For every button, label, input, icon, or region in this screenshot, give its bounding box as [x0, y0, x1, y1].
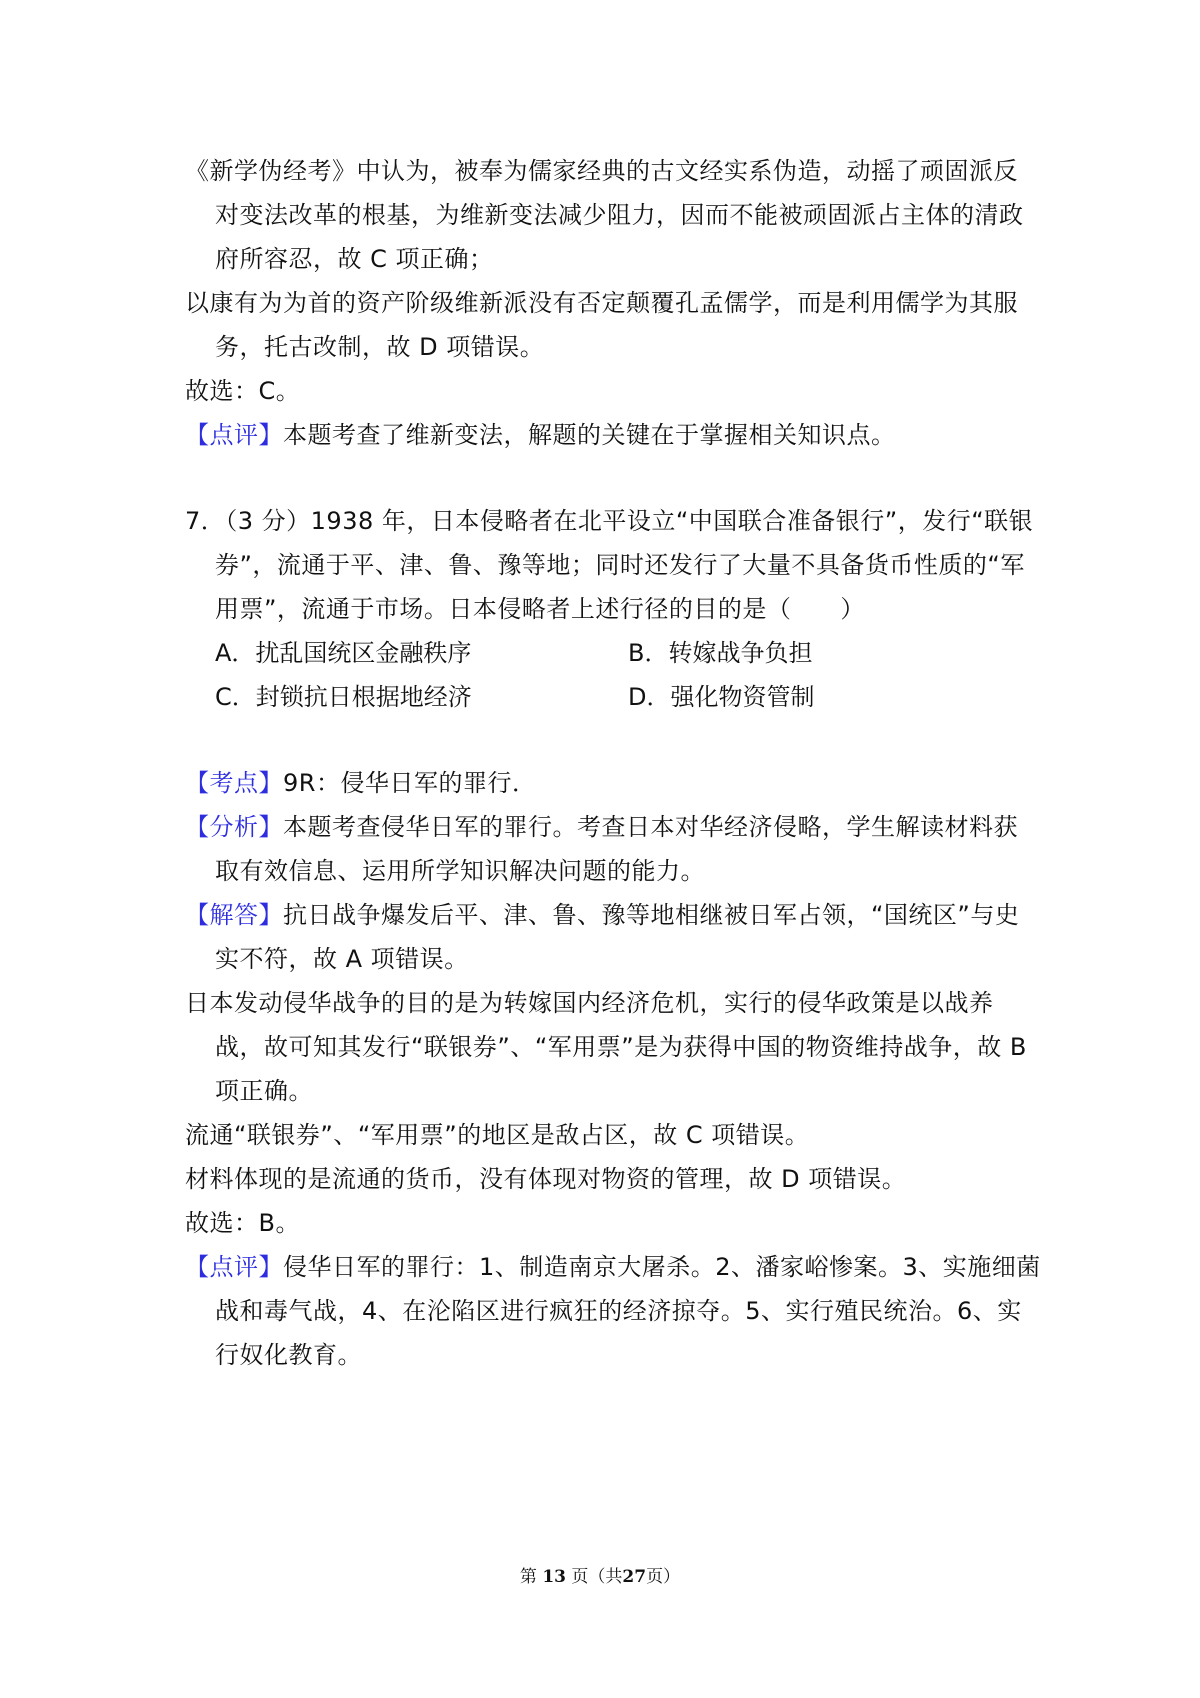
text-line: 项正确。: [215, 1077, 313, 1105]
dianping-cont: 行奴化教育。: [215, 1341, 362, 1369]
option-a: A．扰乱国统区金融秩序: [215, 639, 472, 667]
review-text: 本题考查了维新变法，解题的关键在于掌握相关知识点。: [283, 421, 896, 449]
option-b: B．转嫁战争负担: [628, 639, 813, 667]
option-c: C．封锁抗日根据地经济: [215, 683, 472, 711]
page-footer: [0, 1562, 1200, 1587]
text-line: 对变法改革的根基，为维新变法减少阻力，因而不能被顽固派占主体的清政: [215, 201, 1024, 229]
question-stem: 用票”，流通于市场。日本侵略者上述行径的目的是（ ）: [215, 595, 865, 623]
dianping-tag: 【点评】: [185, 1253, 283, 1281]
text-line: 流通“联银券”、“军用票”的地区是敌占区，故 C 项错误。: [185, 1121, 810, 1149]
answer-line: 故选：B。: [185, 1209, 300, 1237]
option-d: D．强化物资管制: [628, 683, 815, 711]
review-tag: 【点评】: [185, 421, 283, 449]
kaodian-line: [185, 768, 1035, 798]
dianping-text: 侵华日军的罪行：1、制造南京大屠杀。2、潘家峪惨案。3、实施细菌: [283, 1253, 1041, 1281]
footer-prefix: 第: [519, 1567, 537, 1587]
kaodian-text: 9R：侵华日军的罪行．: [283, 769, 537, 797]
footer-middle: 页（共: [571, 1567, 623, 1587]
text-line: 《新学伪经考》中认为，被奉为儒家经典的古文经实系伪造，动摇了顽固派反: [185, 157, 1018, 185]
jieda-tag: 【解答】: [185, 901, 283, 929]
dianping-line: [185, 1252, 1041, 1282]
total-pages: 27: [622, 1567, 647, 1587]
page-number: 13: [542, 1567, 566, 1587]
jieda-text: 抗日战争爆发后平、津、鲁、豫等地相继被日军占领，“国统区”与史: [283, 901, 1020, 929]
text-line: 战，故可知其发行“联银券”、“军用票”是为获得中国的物资维持战争，故 B: [215, 1033, 1027, 1061]
review-line: [185, 420, 1035, 450]
text-line: 以康有为为首的资产阶级维新派没有否定颠覆孔孟儒学，而是利用儒学为其服: [185, 289, 1018, 317]
fenxi-text: 本题考查侵华日军的罪行。考查日本对华经济侵略，学生解读材料获: [283, 813, 1018, 841]
fenxi-line: [185, 812, 1035, 842]
text-line: 材料体现的是流通的货币，没有体现对物资的管理，故 D 项错误。: [185, 1165, 907, 1193]
footer-suffix: 页）: [646, 1567, 681, 1587]
jieda-line: [185, 900, 1035, 930]
fenxi-tag: 【分析】: [185, 813, 283, 841]
dianping-cont: 战和毒气战，4、在沦陷区进行疯狂的经济掠夺。5、实行殖民统治。6、实: [215, 1297, 1022, 1325]
jieda-cont: 实不符，故 A 项错误。: [215, 945, 469, 973]
text-line: 务，托古改制，故 D 项错误。: [215, 333, 545, 361]
question-stem: 7．（3 分）1938 年，日本侵略者在北平设立“中国联合准备银行”，发行“联银: [185, 507, 1034, 535]
fenxi-cont: 取有效信息、运用所学知识解决问题的能力。: [215, 857, 705, 885]
text-line: 府所容忍，故 C 项正确；: [215, 245, 494, 273]
kaodian-tag: 【考点】: [185, 769, 283, 797]
answer-line: 故选：C。: [185, 377, 301, 405]
text-line: 日本发动侵华战争的目的是为转嫁国内经济危机，实行的侵华政策是以战养: [185, 989, 994, 1017]
question-stem: 券”，流通于平、津、鲁、豫等地；同时还发行了大量不具备货币性质的“军: [215, 551, 1025, 579]
